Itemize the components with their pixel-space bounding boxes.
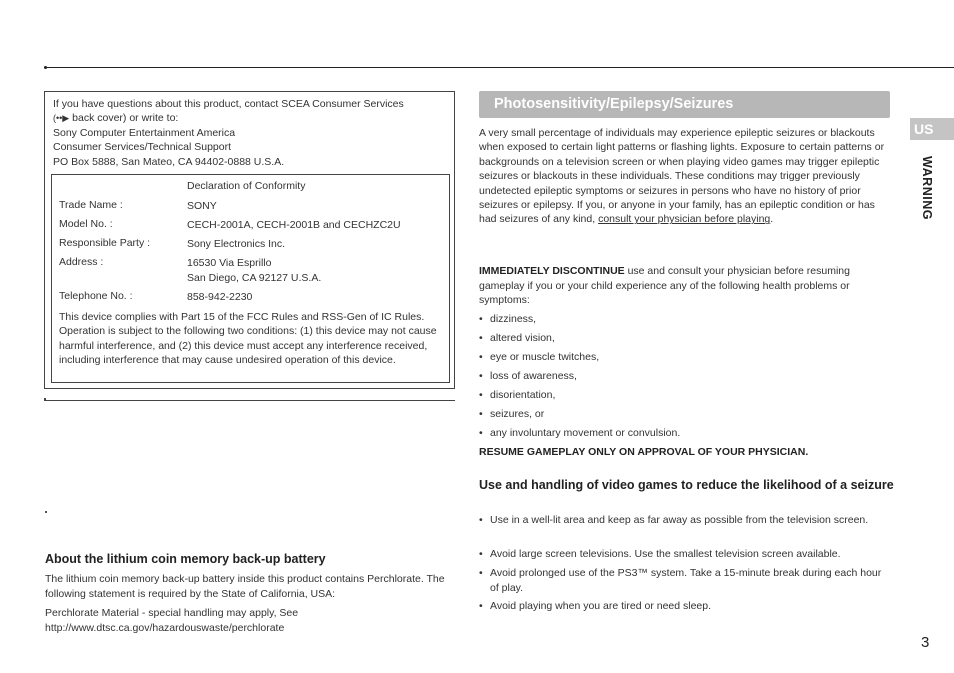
handling-text: Use in a well-lit area and keep as far away as possible from the television screen. [490,514,869,526]
contact-line-4: Consumer Services/Technical Support [53,141,231,154]
battery-section-title: About the lithium coin memory back-up battery [45,552,326,566]
handling-section-title: Use and handling of video games to reduce the likelihood of a seizure [479,478,894,492]
intro-end: . [770,213,774,226]
contact-text [53,97,448,169]
bullet-icon: • [479,567,483,579]
battery-paragraph-2 [45,606,460,635]
symptom-text: disorientation, [490,389,556,401]
address-label: Address : [59,256,104,268]
contact-box [44,91,455,389]
trade-name-label: Trade Name : [59,199,123,211]
model-label: Model No. : [59,218,113,230]
address-value [187,256,321,286]
top-rule-marker [44,66,47,69]
handling-text: Avoid large screen televisions. Use the smallest television screen available. [490,548,841,560]
section-side-label [916,153,936,233]
separator-rule [44,400,455,401]
immediately-discontinue-label: IMMEDIATELY DISCONTINUE [479,265,625,277]
contact-line-1: If you have questions about this product, contact SCEA Consumer Services [53,98,404,110]
bullet-icon: • [479,548,483,560]
page-number: 3 [921,634,930,651]
battery-paragraph-1: The lithium coin memory back-up battery inside this product contains Perchlorate. The following statement is required by the State of California, USA: [45,573,445,600]
symptom-text: altered vision, [490,332,555,344]
declaration-of-conformity [51,174,450,383]
symptom-text: loss of awareness, [490,370,577,382]
symptom-text: dizziness, [490,313,537,325]
bullet-icon: • [479,427,483,439]
photosensitivity-header [479,91,890,118]
handling-text: Avoid prolonged use of the PS3™ system. Take a 15-minute break during each hour of play. [490,567,882,594]
symptom-text: any involuntary movement or convulsion. [490,427,681,439]
address-line-1: 16530 Via Esprillo [187,257,272,269]
contact-line-5: PO Box 5888, San Mateo, CA 94402-0888 U.S.A. [53,155,285,168]
perchlorate-url: http://www.dtsc.ca.gov/hazardouswaste/perchlorate [45,621,285,634]
telephone-value: 858-942-2230 [187,291,253,303]
bullet-icon: • [479,332,483,344]
model-value: CECH-2001A, CECH-2001B and CECHZC2U [187,219,401,231]
top-rule [45,67,954,68]
immediately-discontinue-paragraph [479,264,892,308]
region-tab [910,118,954,140]
responsible-party-value: Sony Electronics Inc. [187,238,286,250]
arrow-right-icon: (••▶ [53,113,70,124]
contact-line-2 [53,111,448,125]
trade-name-value: SONY [187,200,217,212]
resume-gameplay-notice: RESUME GAMEPLAY ONLY ON APPROVAL OF YOUR PHYSICIAN. [479,446,809,458]
photosensitivity-title: Photosensitivity/Epilepsy/Seizures [494,96,734,112]
intro-text: A very small percentage of individuals may experience epileptic seizures or blackouts when exposed to certain light patterns or flashing lights. Exposure to certain patterns or backgrounds on a television screen or when playing video games may trigger epileptic seizures or blackouts in these individuals. These conditions may trigger previously undetected epileptic symptoms or seizures in persons who have no history of prior seizures or epilepsy. If you, or anyone in your family, has an epileptic condition or has had seizures of any kind, [479,127,885,226]
telephone-label: Telephone No. : [59,290,133,302]
responsible-party-label: Responsible Party : [59,237,151,249]
perchlorate-notice: Perchlorate Material - special handling may apply, See [45,607,299,619]
symptom-text: seizures, or [490,408,545,420]
handling-text: Avoid playing when you are tired or need sleep. [490,600,712,612]
margin-marker [45,511,47,513]
address-line-2: San Diego, CA 92127 U.S.A. [187,272,322,284]
declaration-title: Declaration of Conformity [187,180,306,192]
photosensitivity-intro [479,126,892,227]
fcc-statement: This device complies with Part 15 of the FCC Rules and RSS-Gen of IC Rules. Operation is subject to the following two conditions: (1) this device may not cause harmful interference, and (2) this device must accept any interference received, including interference that may cause undesired operation of this device. [59,311,437,367]
consult-physician-text: consult your physician before playing [598,213,771,226]
bullet-icon: • [479,370,483,382]
bullet-icon: • [479,351,483,363]
bullet-icon: • [479,313,483,325]
warning-label: WARNING [920,156,934,220]
bullet-icon: • [479,389,483,401]
bullet-icon: • [479,514,483,526]
contact-line-3: Sony Computer Entertainment America [53,126,236,139]
bullet-icon: • [479,600,483,612]
immediately-discontinue-text: use and consult your physician before resuming gameplay if you or your child experience any of the following health problems or symptoms: [479,265,850,307]
symptom-text: eye or muscle twitches, [490,351,600,363]
contact-line-2-text: back cover) or write to: [69,112,179,125]
bullet-icon: • [479,408,483,420]
region-tab-label: US [914,121,934,137]
